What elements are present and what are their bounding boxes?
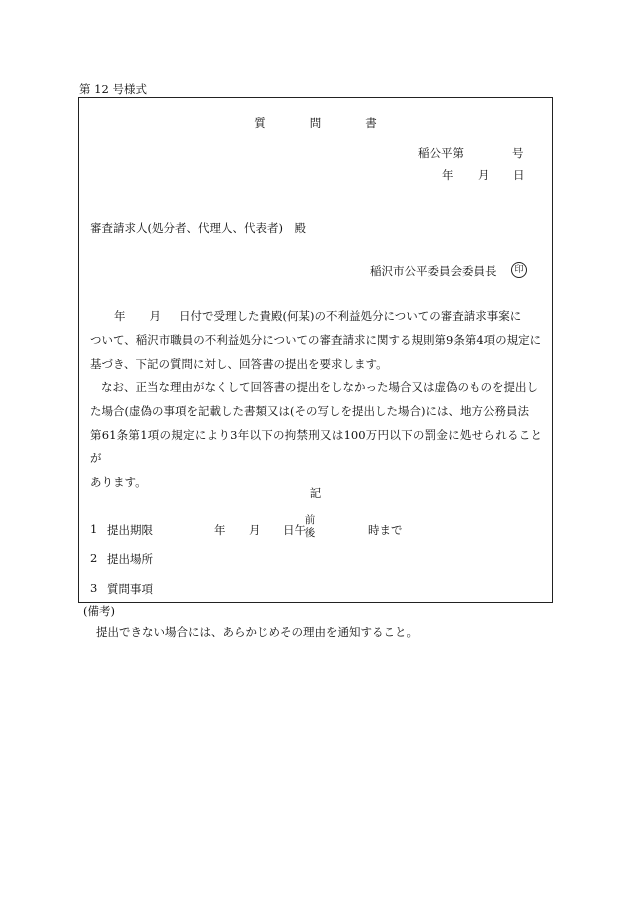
remarks-text: 提出できない場合には、あらかじめその理由を通知すること。 xyxy=(96,625,418,639)
item-label-deadline: 提出期限 xyxy=(107,523,153,537)
deadline-am: 前 xyxy=(304,514,316,526)
request-month: 月 xyxy=(149,309,161,323)
request-line-1 xyxy=(90,305,542,329)
date-month: 月 xyxy=(478,168,490,182)
deadline-pm: 後 xyxy=(304,527,316,539)
penalty-line-1-text: なお、正当な理由がなくして回答書の提出をしなかった場合又は虚偽のものを提出し xyxy=(101,380,538,394)
form-frame xyxy=(78,97,553,603)
penalty-line-1 xyxy=(90,376,542,400)
penalty-line-4: あります。 xyxy=(90,475,147,490)
deadline-until: 時まで xyxy=(368,523,403,537)
item-number: 1 xyxy=(90,522,98,536)
title-char-1: 質 xyxy=(254,116,266,130)
request-paragraph xyxy=(90,305,542,376)
deadline-year: 年 xyxy=(214,523,226,537)
notes-heading: 記 xyxy=(309,486,322,500)
penalty-line-2: た場合(虚偽の事項を記載した書類又は(その写しを提出した場合)には、地方公務員法 xyxy=(90,403,529,418)
date-year: 年 xyxy=(442,168,454,182)
request-line-1-text: 日付で受理した貴殿(何某)の不利益処分についての審査請求事案に xyxy=(179,309,522,323)
sender: 稲沢市公平委員会委員長 xyxy=(370,264,497,278)
deadline-am-pm xyxy=(302,514,318,540)
item-label-location: 提出場所 xyxy=(107,552,153,566)
document-title xyxy=(79,115,552,131)
document-number-suffix: 号 xyxy=(512,146,524,160)
deadline-noon-label: 午 xyxy=(294,523,306,537)
penalty-line-3: 第61条第1項の規定により3年以下の拘禁刑又は100万円以下の罰金に処せられることが xyxy=(90,427,542,466)
date-day: 日 xyxy=(513,168,525,182)
penalty-paragraph xyxy=(90,376,542,495)
title-char-3: 書 xyxy=(365,116,377,130)
title-char-2: 問 xyxy=(309,116,322,130)
document-number-prefix: 稲公平第 xyxy=(418,146,464,160)
addressee: 審査請求人(処分者、代理人、代表者) 殿 xyxy=(90,221,306,235)
form-number: 第 12 号様式 xyxy=(79,82,147,96)
item-number: 2 xyxy=(90,551,98,565)
deadline-month: 月 xyxy=(249,523,261,537)
seal-mark-icon: 印 xyxy=(511,262,527,278)
deadline-day-label: 日 xyxy=(283,523,295,537)
item-label-questions: 質問事項 xyxy=(107,582,153,596)
remarks-label: (備考) xyxy=(83,604,115,618)
item-number: 3 xyxy=(90,581,98,595)
request-year: 年 xyxy=(114,309,126,323)
request-line-3: 基づき、下記の質問に対し、回答書の提出を要求します。 xyxy=(90,356,388,371)
request-line-2: ついて、稲沢市職員の不利益処分についての審査請求に関する規則第9条第4項の規定に xyxy=(90,332,542,347)
